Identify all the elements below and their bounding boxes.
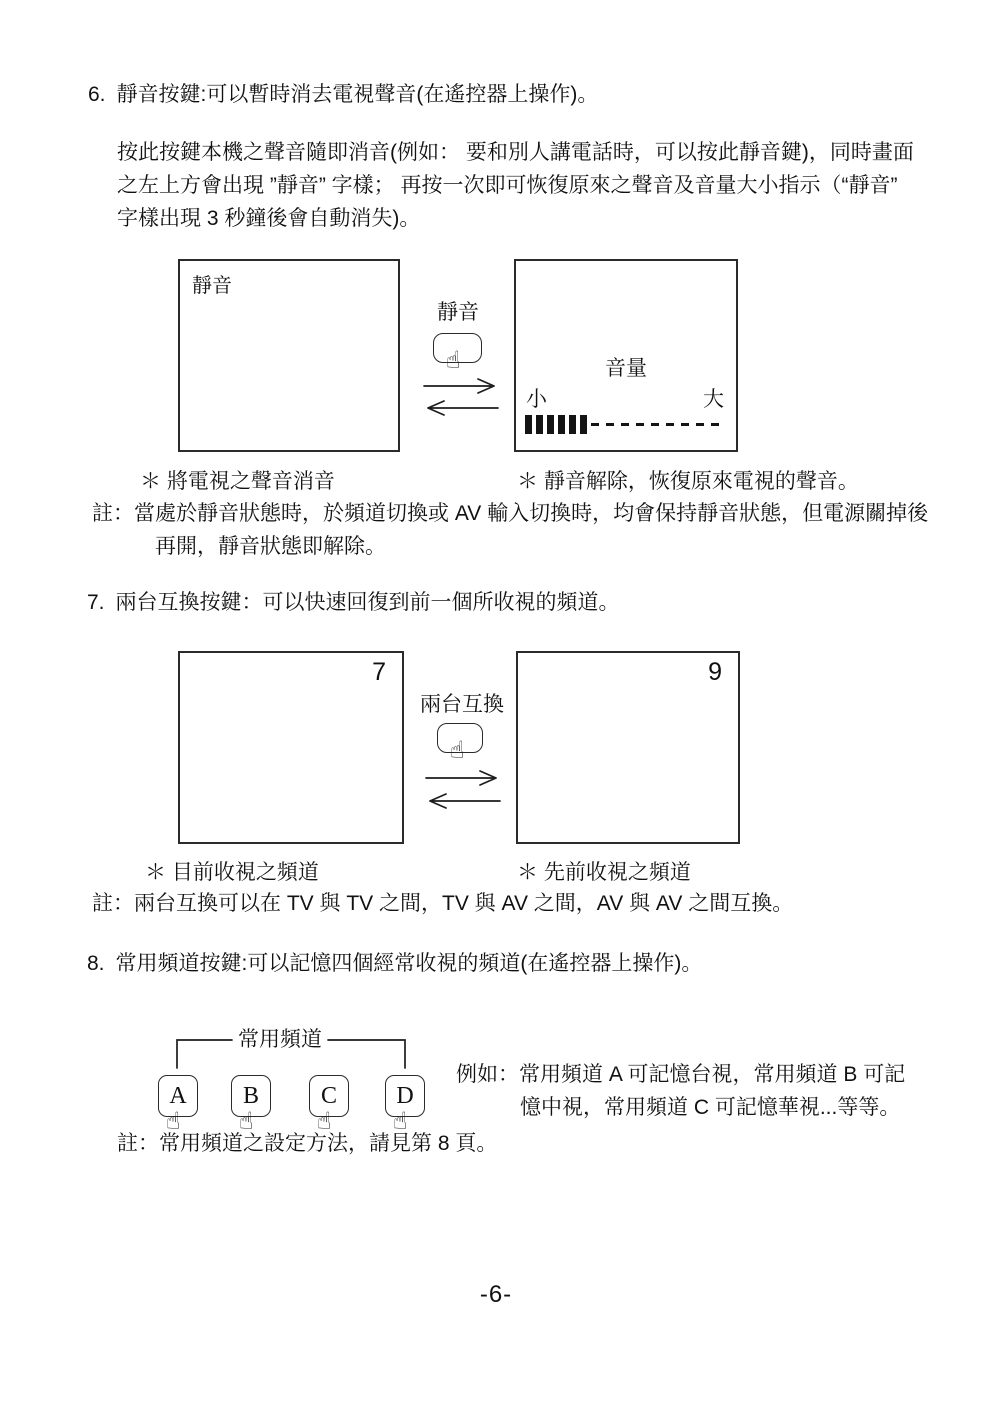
- volume-max-label: 大: [703, 388, 724, 411]
- section8-example-line: 例如：常用頻道 A 可記憶台視，常用頻道 B 可記: [456, 1063, 906, 1086]
- memory-button-letter: B: [242, 1083, 259, 1109]
- press-finger-icon: ☝: [450, 736, 465, 764]
- section8-note-line: 註：常用頻道之設定方法，請見第 8 頁。: [117, 1132, 498, 1155]
- section6-paragraph-line: 按此按鍵本機之聲音隨即消音(例如： 要和別人講電話時，可以按此靜音鍵)，同時畫面: [117, 141, 914, 164]
- section6-paragraph-line: 字樣出現 3 秒鐘後會自動消失)。: [117, 207, 421, 230]
- arrow-right-icon: [422, 377, 498, 394]
- volume-bar: [525, 414, 726, 434]
- section6-note-line: 再開，靜音狀態即解除。: [155, 535, 386, 558]
- volume-empty-segment: [636, 423, 644, 426]
- mute-osd-label: 靜音: [192, 275, 232, 297]
- press-finger-icon: ☝: [166, 1107, 181, 1135]
- section6-note-line: 註：當處於靜音狀態時，於頻道切換或 AV 輸入切換時，均會保持靜音狀態，但電源關掉後: [92, 502, 929, 525]
- volume-filled-segment: [569, 415, 576, 434]
- volume-filled-segment: [547, 415, 554, 434]
- volume-empty-segment: [591, 423, 599, 426]
- section8-number: 8.: [87, 952, 105, 975]
- memory-button-letter: A: [169, 1083, 187, 1109]
- volume-empty-segment: [696, 423, 704, 426]
- memory-group-label: 常用頻道: [238, 1028, 322, 1051]
- memory-button-b: [231, 1075, 271, 1135]
- section7-number: 7.: [87, 591, 105, 614]
- section8-example-line: 憶中視，常用頻道 C 可記憶華視...等等。: [520, 1096, 901, 1119]
- volume-empty-segment: [666, 423, 674, 426]
- volume-min-label: 小: [526, 388, 547, 411]
- previous-channel-number: 9: [708, 658, 722, 686]
- section8-title: 常用頻道按鍵:可以記憶四個經常收視的頻道(在遙控器上操作)。: [115, 952, 703, 975]
- memory-button-letter: C: [320, 1083, 337, 1109]
- press-finger-icon: ☝: [446, 346, 461, 374]
- volume-filled-segment: [580, 415, 587, 434]
- section6-heading: [88, 83, 598, 107]
- arrow-left-icon: [424, 399, 500, 416]
- section6-title: 靜音按鍵:可以暫時消去電視聲音(在遙控器上操作)。: [116, 83, 599, 106]
- swap-button-label: 兩台互換: [420, 693, 504, 716]
- volume-filled-segment: [525, 415, 532, 434]
- volume-empty-segment: [711, 423, 719, 426]
- mute-button-label: 靜音: [437, 301, 479, 324]
- section7-heading: [87, 591, 620, 615]
- swap-caption-left: ＊ 目前收視之頻道: [145, 861, 319, 884]
- section8-heading: [87, 952, 702, 976]
- volume-empty-segment: [621, 423, 629, 426]
- swap-left-screen: [178, 651, 404, 844]
- section7-note-line: 註：兩台互換可以在 TV 與 TV 之間，TV 與 AV 之間，AV 與 AV 之間互換。: [92, 892, 794, 915]
- arrow-left-icon: [426, 792, 502, 809]
- memory-button-a: [158, 1075, 198, 1135]
- mute-left-screen: [178, 259, 400, 452]
- section6-number: 6.: [88, 83, 106, 106]
- current-channel-number: 7: [372, 658, 386, 686]
- press-finger-icon: ☝: [393, 1107, 408, 1135]
- volume-filled-segment: [558, 415, 565, 434]
- mute-caption-left: ＊ 將電視之聲音消音: [140, 470, 335, 493]
- section6-paragraph-line: 之左上方會出現 ”靜音” 字樣； 再按一次即可恢復原來之聲音及音量大小指示（“靜音”: [117, 174, 898, 197]
- volume-screen: [514, 259, 738, 452]
- memory-button-c: [309, 1075, 349, 1135]
- swap-caption-right: ＊ 先前收視之頻道: [517, 861, 691, 884]
- volume-filled-segment: [536, 415, 543, 434]
- mute-caption-right: ＊ 靜音解除，恢復原來電視的聲音。: [517, 470, 859, 493]
- section7-title: 兩台互換按鍵：可以快速回復到前一個所收視的頻道。: [115, 591, 620, 614]
- volume-empty-segment: [606, 423, 614, 426]
- volume-empty-segment: [681, 423, 689, 426]
- volume-title: 音量: [605, 357, 647, 380]
- page-number: -6-: [479, 1281, 513, 1308]
- memory-button-d: [385, 1075, 425, 1135]
- press-finger-icon: ☝: [239, 1107, 254, 1135]
- arrow-right-icon: [424, 769, 500, 786]
- volume-empty-segment: [651, 423, 659, 426]
- press-finger-icon: ☝: [317, 1107, 332, 1135]
- swap-right-screen: [516, 651, 740, 844]
- memory-button-letter: D: [396, 1083, 414, 1109]
